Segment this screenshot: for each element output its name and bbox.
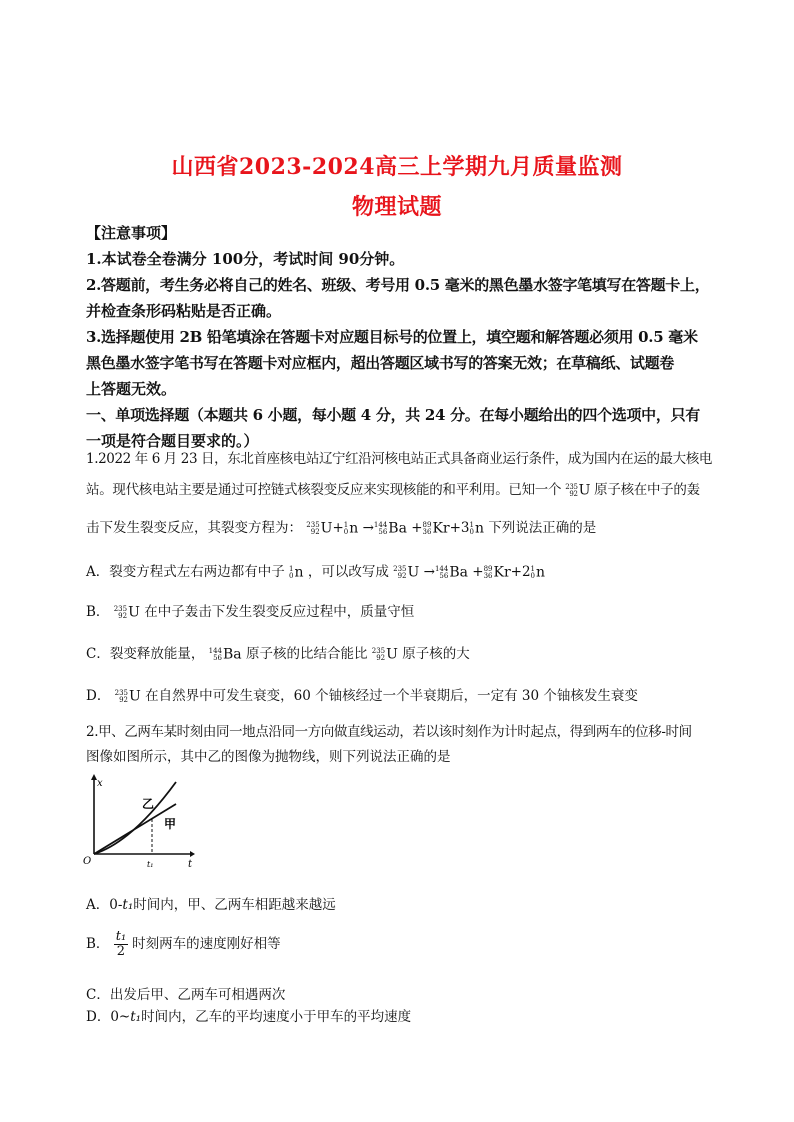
nuclide-u235: 235 92 U: [565, 482, 591, 499]
exam-title: 山西省2023-2024高三上学期九月质量监测: [171, 154, 623, 180]
q2-option-d: D．0~t₁时间内，乙车的平均速度小于甲车的平均速度: [86, 1009, 412, 1025]
q1-stem-line1: 1.2022 年 6 月 23 日，东北首座核电站辽宁红沿河核电站正式具备商业运行条件，成为国内在运的最大核电: [86, 451, 712, 467]
q2-option-b: B． $\frac{\text{t₁}}{2}$ 时刻两车的速度刚好相等: [86, 929, 281, 959]
svg-text:x: x: [97, 778, 103, 789]
fission-equation: 235 92 U+ 1 0 n → 144 56 Ba + 89 36 Kr+3 1 0 n: [306, 520, 485, 537]
q1-stem3-post: 下列说法正确的是: [488, 520, 597, 536]
svg-text:t: t: [188, 859, 193, 870]
q1-stem3-pre: 击下发生裂变反应，其裂变方程为：: [86, 520, 302, 536]
q1-stem2-post: 原子核在中子的轰: [594, 482, 700, 498]
notice-item-3a: 3.选择题使用 2B 铅笔填涂在答题卡对应题目标号的位置上，填空题和解答题必须用 0.5 毫米: [86, 328, 698, 346]
q2-stem-line1: 2.甲、乙两车某时刻由同一地点沿同一方向做直线运动，若以该时刻作为计时起点，得到两车的位移-时间: [86, 724, 692, 740]
notice-item-3c: 上答题无效。: [86, 380, 177, 398]
notice-item-1: 1.本试卷全卷满分 100分，考试时间 90分钟。: [86, 250, 405, 268]
fraction-t1-over-2: $\frac{\text{t₁}}{2}$: [115, 929, 127, 959]
position-time-graph: [80, 772, 195, 872]
q1-option-c: C．裂变释放能量， 144 56 Ba 原子核的比结合能比 235 92 U 原子核的大: [86, 646, 470, 663]
q2-option-a: A．0-t₁时间内，甲、乙两车相距越来越远: [86, 897, 336, 913]
q1-option-a: A．裂变方程式左右两边都有中子 1 0 n ，可以改写成 235 92 U → 144 56 Ba + 89 36 Kr+2 1 0 n: [86, 564, 546, 581]
q1-stem-line3: [86, 516, 596, 537]
notice-block: [86, 220, 726, 454]
q1-stem2-pre: 站。现代核电站主要是通过可控链式核裂变反应来实现核能的和平利用。已知一个: [86, 482, 562, 498]
q2-stem-line2: 图像如图所示，其中乙的图像为抛物线，则下列说法正确的是: [86, 749, 451, 765]
svg-text:乙: 乙: [142, 797, 155, 811]
svg-text:t₁: t₁: [147, 860, 154, 869]
notice-item-2a: 2.答题前，考生务必将自己的姓名、班级、考号用 0.5 毫米的黑色墨水签字笔填写在答题卡上，: [86, 276, 710, 294]
q1-stem-line2: [86, 478, 700, 499]
q1-option-b: B． 235 92 U 在中子轰击下发生裂变反应过程中，质量守恒: [86, 604, 415, 621]
notice-item-3b: 黑色墨水签字笔书写在答题卡对应框内，超出答题区域书写的答案无效；在草稿纸、试题卷: [86, 354, 675, 372]
svg-text:O: O: [83, 856, 92, 867]
svg-text:甲: 甲: [164, 817, 177, 831]
exam-subtitle: 物理试题: [351, 194, 442, 220]
notice-item-2b: 并检查条形码粘贴是否正确。: [86, 302, 282, 320]
q2-option-c: C．出发后甲、乙两车可相遇两次: [86, 987, 286, 1003]
section1-line1: 一、单项选择题（本题共 6 小题，每小题 4 分，共 24 分。在每小题给出的四个选项中，只有: [86, 406, 700, 424]
q1-option-d: D． 235 92 U 在自然界中可发生衰变，60 个铀核经过一个半衰期后，一定有 30 个铀核发生衰变: [86, 688, 638, 705]
notice-heading: 【注意事项】: [86, 224, 177, 242]
section1-line2: 一项是符合题目要求的。）: [86, 432, 259, 450]
